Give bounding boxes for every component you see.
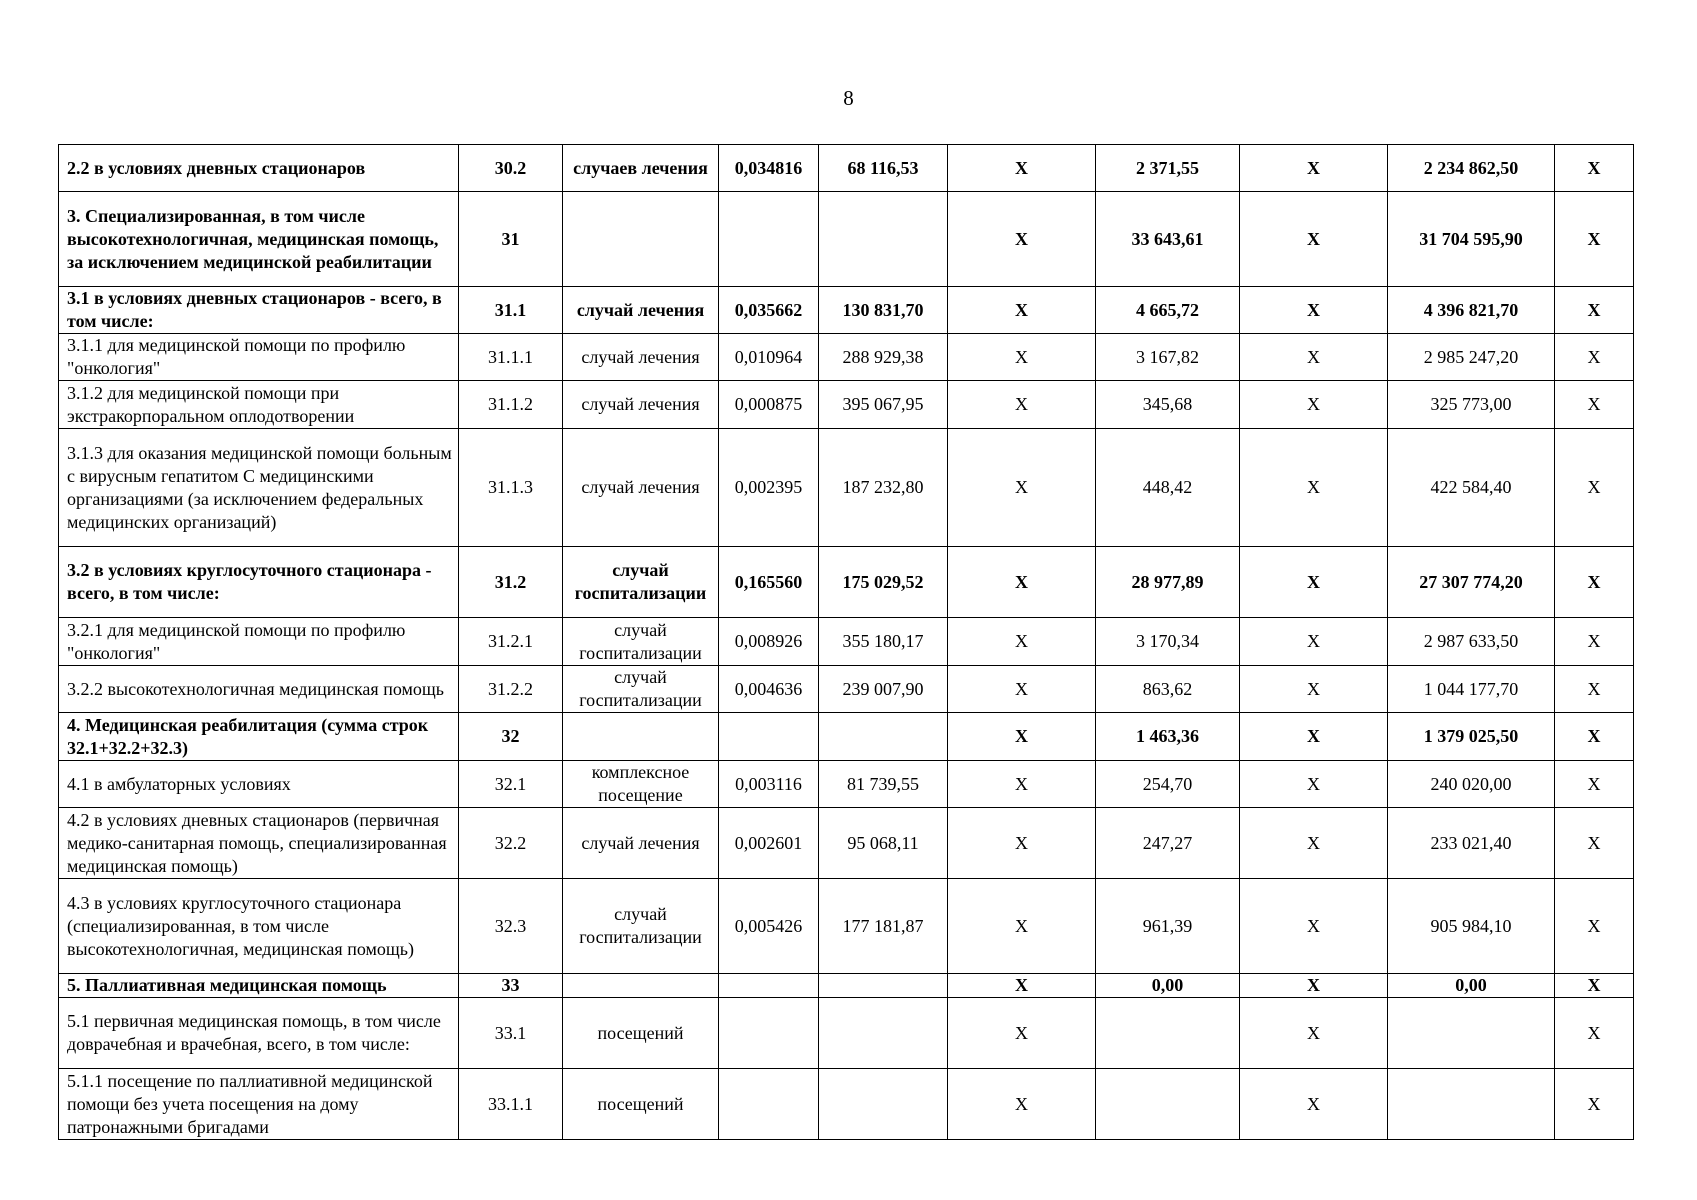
share-cell: Х xyxy=(1555,998,1634,1069)
unit-cost-cell: 81 739,55 xyxy=(819,761,948,808)
budget-per-capita-cell: Х xyxy=(948,761,1096,808)
volume-norm-cell: 0,002395 xyxy=(719,429,819,547)
row-name-cell: 4.2 в условиях дневных стационаров (первичная медико-санитарная помощь, специализированная медицинская помощь) xyxy=(59,808,459,879)
table-row xyxy=(59,192,1634,287)
row-name-cell: 3.1 в условиях дневных стационаров - всего, в том числе: xyxy=(59,287,459,334)
unit-cost-cell: 288 929,38 xyxy=(819,334,948,381)
share-cell: Х xyxy=(1555,1069,1634,1140)
oms-total-cell: 422 584,40 xyxy=(1388,429,1555,547)
row-code-cell: 31.1.2 xyxy=(459,381,563,429)
unit-cell: комплексное посещение xyxy=(563,761,719,808)
unit-cell: посещений xyxy=(563,998,719,1069)
budget-total-cell: Х xyxy=(1240,618,1388,666)
unit-cost-cell: 355 180,17 xyxy=(819,618,948,666)
row-name-cell: 3.2 в условиях круглосуточного стационара - всего, в том числе: xyxy=(59,547,459,618)
row-name-cell: 3. Специализированная, в том числе высокотехнологичная, медицинская помощь, за исключением медицинской реабилитации xyxy=(59,192,459,287)
row-name-cell: 3.1.2 для медицинской помощи при экстракорпоральном оплодотворении xyxy=(59,381,459,429)
oms-per-capita-cell: 33 643,61 xyxy=(1096,192,1240,287)
budget-per-capita-cell: Х xyxy=(948,666,1096,713)
table-row xyxy=(59,145,1634,192)
oms-total-cell: 4 396 821,70 xyxy=(1388,287,1555,334)
volume-norm-cell xyxy=(719,192,819,287)
oms-per-capita-cell: 28 977,89 xyxy=(1096,547,1240,618)
unit-cost-cell xyxy=(819,713,948,761)
budget-per-capita-cell: Х xyxy=(948,145,1096,192)
budget-total-cell: Х xyxy=(1240,998,1388,1069)
row-name-cell: 3.2.2 высокотехнологичная медицинская помощь xyxy=(59,666,459,713)
budget-per-capita-cell: Х xyxy=(948,1069,1096,1140)
table-row xyxy=(59,808,1634,879)
unit-cell: случай госпитализации xyxy=(563,666,719,713)
budget-total-cell: Х xyxy=(1240,713,1388,761)
share-cell: Х xyxy=(1555,429,1634,547)
oms-total-cell: 1 044 177,70 xyxy=(1388,666,1555,713)
volume-norm-cell: 0,010964 xyxy=(719,334,819,381)
unit-cell: случай лечения xyxy=(563,287,719,334)
row-code-cell: 33.1 xyxy=(459,998,563,1069)
budget-per-capita-cell: Х xyxy=(948,547,1096,618)
unit-cost-cell: 187 232,80 xyxy=(819,429,948,547)
row-code-cell: 33 xyxy=(459,974,563,998)
oms-total-cell: 0,00 xyxy=(1388,974,1555,998)
share-cell: Х xyxy=(1555,761,1634,808)
share-cell: Х xyxy=(1555,192,1634,287)
unit-cost-cell xyxy=(819,1069,948,1140)
table-row xyxy=(59,879,1634,974)
budget-per-capita-cell: Х xyxy=(948,334,1096,381)
volume-norm-cell xyxy=(719,974,819,998)
oms-total-cell: 2 987 633,50 xyxy=(1388,618,1555,666)
budget-total-cell: Х xyxy=(1240,808,1388,879)
oms-total-cell: 27 307 774,20 xyxy=(1388,547,1555,618)
share-cell: Х xyxy=(1555,974,1634,998)
oms-per-capita-cell xyxy=(1096,998,1240,1069)
oms-per-capita-cell: 3 170,34 xyxy=(1096,618,1240,666)
row-name-cell: 3.1.3 для оказания медицинской помощи больным с вирусным гепатитом С медицинскими организациями (за исключением федеральных медицинских организаций) xyxy=(59,429,459,547)
row-name-cell: 4.1 в амбулаторных условиях xyxy=(59,761,459,808)
unit-cost-cell xyxy=(819,998,948,1069)
budget-total-cell: Х xyxy=(1240,1069,1388,1140)
table-body xyxy=(59,145,1634,1140)
row-name-cell: 5. Паллиативная медицинская помощь xyxy=(59,974,459,998)
table-row xyxy=(59,998,1634,1069)
row-code-cell: 31.2 xyxy=(459,547,563,618)
share-cell: Х xyxy=(1555,808,1634,879)
row-name-cell: 5.1 первичная медицинская помощь, в том числе доврачебная и врачебная, всего, в том числе: xyxy=(59,998,459,1069)
oms-total-cell xyxy=(1388,1069,1555,1140)
oms-per-capita-cell xyxy=(1096,1069,1240,1140)
unit-cell: случай лечения xyxy=(563,381,719,429)
unit-cost-cell: 68 116,53 xyxy=(819,145,948,192)
unit-cost-cell: 177 181,87 xyxy=(819,879,948,974)
oms-total-cell: 233 021,40 xyxy=(1388,808,1555,879)
budget-total-cell: Х xyxy=(1240,974,1388,998)
budget-per-capita-cell: Х xyxy=(948,429,1096,547)
row-code-cell: 32.2 xyxy=(459,808,563,879)
share-cell: Х xyxy=(1555,618,1634,666)
oms-total-cell: 240 020,00 xyxy=(1388,761,1555,808)
unit-cell: случай госпитализации xyxy=(563,618,719,666)
volume-norm-cell: 0,004636 xyxy=(719,666,819,713)
budget-total-cell: Х xyxy=(1240,145,1388,192)
budget-total-cell: Х xyxy=(1240,381,1388,429)
share-cell: Х xyxy=(1555,666,1634,713)
table-row xyxy=(59,547,1634,618)
share-cell: Х xyxy=(1555,381,1634,429)
page-number: 8 xyxy=(843,86,854,110)
unit-cost-cell: 395 067,95 xyxy=(819,381,948,429)
share-cell: Х xyxy=(1555,879,1634,974)
row-name-cell: 5.1.1 посещение по паллиативной медицинской помощи без учета посещения на дому патронажными бригадами xyxy=(59,1069,459,1140)
budget-total-cell: Х xyxy=(1240,666,1388,713)
financing-table xyxy=(58,144,1634,1140)
unit-cell xyxy=(563,192,719,287)
row-code-cell: 31.2.1 xyxy=(459,618,563,666)
row-code-cell: 31.1 xyxy=(459,287,563,334)
budget-total-cell: Х xyxy=(1240,761,1388,808)
oms-total-cell: 325 773,00 xyxy=(1388,381,1555,429)
table-row xyxy=(59,618,1634,666)
oms-per-capita-cell: 3 167,82 xyxy=(1096,334,1240,381)
oms-per-capita-cell: 254,70 xyxy=(1096,761,1240,808)
budget-total-cell: Х xyxy=(1240,547,1388,618)
row-name-cell: 3.1.1 для медицинской помощи по профилю "онкология" xyxy=(59,334,459,381)
unit-cell xyxy=(563,974,719,998)
oms-per-capita-cell: 345,68 xyxy=(1096,381,1240,429)
unit-cell: случаев лечения xyxy=(563,145,719,192)
table-row xyxy=(59,713,1634,761)
row-name-cell: 4. Медицинская реабилитация (сумма строк 32.1+32.2+32.3) xyxy=(59,713,459,761)
unit-cell: случай лечения xyxy=(563,808,719,879)
oms-per-capita-cell: 863,62 xyxy=(1096,666,1240,713)
oms-total-cell xyxy=(1388,998,1555,1069)
row-code-cell: 31.1.1 xyxy=(459,334,563,381)
share-cell: Х xyxy=(1555,547,1634,618)
row-code-cell: 30.2 xyxy=(459,145,563,192)
table-row xyxy=(59,974,1634,998)
volume-norm-cell: 0,005426 xyxy=(719,879,819,974)
oms-total-cell: 31 704 595,90 xyxy=(1388,192,1555,287)
table-row xyxy=(59,1069,1634,1140)
budget-per-capita-cell: Х xyxy=(948,808,1096,879)
table-row xyxy=(59,334,1634,381)
volume-norm-cell: 0,165560 xyxy=(719,547,819,618)
unit-cell xyxy=(563,713,719,761)
volume-norm-cell: 0,000875 xyxy=(719,381,819,429)
oms-per-capita-cell: 1 463,36 xyxy=(1096,713,1240,761)
unit-cost-cell: 239 007,90 xyxy=(819,666,948,713)
row-code-cell: 32.1 xyxy=(459,761,563,808)
row-code-cell: 31 xyxy=(459,192,563,287)
row-code-cell: 31.1.3 xyxy=(459,429,563,547)
budget-total-cell: Х xyxy=(1240,287,1388,334)
unit-cell: случай лечения xyxy=(563,334,719,381)
budget-per-capita-cell: Х xyxy=(948,618,1096,666)
unit-cost-cell: 95 068,11 xyxy=(819,808,948,879)
share-cell: Х xyxy=(1555,713,1634,761)
budget-total-cell: Х xyxy=(1240,192,1388,287)
unit-cost-cell xyxy=(819,974,948,998)
table-row xyxy=(59,666,1634,713)
budget-per-capita-cell: Х xyxy=(948,287,1096,334)
unit-cell: случай лечения xyxy=(563,429,719,547)
volume-norm-cell: 0,002601 xyxy=(719,808,819,879)
row-name-cell: 4.3 в условиях круглосуточного стационара (специализированная, в том числе высокотехнологичная, медицинская помощь) xyxy=(59,879,459,974)
volume-norm-cell: 0,003116 xyxy=(719,761,819,808)
volume-norm-cell: 0,008926 xyxy=(719,618,819,666)
budget-total-cell: Х xyxy=(1240,429,1388,547)
volume-norm-cell xyxy=(719,713,819,761)
oms-per-capita-cell: 4 665,72 xyxy=(1096,287,1240,334)
budget-per-capita-cell: Х xyxy=(948,974,1096,998)
row-code-cell: 33.1.1 xyxy=(459,1069,563,1140)
unit-cost-cell: 130 831,70 xyxy=(819,287,948,334)
volume-norm-cell xyxy=(719,1069,819,1140)
unit-cell: посещений xyxy=(563,1069,719,1140)
volume-norm-cell xyxy=(719,998,819,1069)
unit-cost-cell: 175 029,52 xyxy=(819,547,948,618)
budget-per-capita-cell: Х xyxy=(948,713,1096,761)
budget-total-cell: Х xyxy=(1240,334,1388,381)
volume-norm-cell: 0,034816 xyxy=(719,145,819,192)
row-code-cell: 32 xyxy=(459,713,563,761)
unit-cell: случай госпитализации xyxy=(563,547,719,618)
table-row xyxy=(59,761,1634,808)
table-row xyxy=(59,287,1634,334)
share-cell: Х xyxy=(1555,287,1634,334)
budget-per-capita-cell: Х xyxy=(948,192,1096,287)
oms-total-cell: 2 985 247,20 xyxy=(1388,334,1555,381)
table-row xyxy=(59,429,1634,547)
budget-per-capita-cell: Х xyxy=(948,879,1096,974)
oms-per-capita-cell: 247,27 xyxy=(1096,808,1240,879)
row-name-cell: 2.2 в условиях дневных стационаров xyxy=(59,145,459,192)
oms-total-cell: 1 379 025,50 xyxy=(1388,713,1555,761)
row-name-cell: 3.2.1 для медицинской помощи по профилю "онкология" xyxy=(59,618,459,666)
oms-total-cell: 905 984,10 xyxy=(1388,879,1555,974)
oms-total-cell: 2 234 862,50 xyxy=(1388,145,1555,192)
oms-per-capita-cell: 961,39 xyxy=(1096,879,1240,974)
oms-per-capita-cell: 0,00 xyxy=(1096,974,1240,998)
unit-cost-cell xyxy=(819,192,948,287)
oms-per-capita-cell: 448,42 xyxy=(1096,429,1240,547)
oms-per-capita-cell: 2 371,55 xyxy=(1096,145,1240,192)
share-cell: Х xyxy=(1555,334,1634,381)
volume-norm-cell: 0,035662 xyxy=(719,287,819,334)
share-cell: Х xyxy=(1555,145,1634,192)
budget-per-capita-cell: Х xyxy=(948,998,1096,1069)
row-code-cell: 31.2.2 xyxy=(459,666,563,713)
budget-total-cell: Х xyxy=(1240,879,1388,974)
row-code-cell: 32.3 xyxy=(459,879,563,974)
budget-per-capita-cell: Х xyxy=(948,381,1096,429)
unit-cell: случай госпитализации xyxy=(563,879,719,974)
table-row xyxy=(59,381,1634,429)
